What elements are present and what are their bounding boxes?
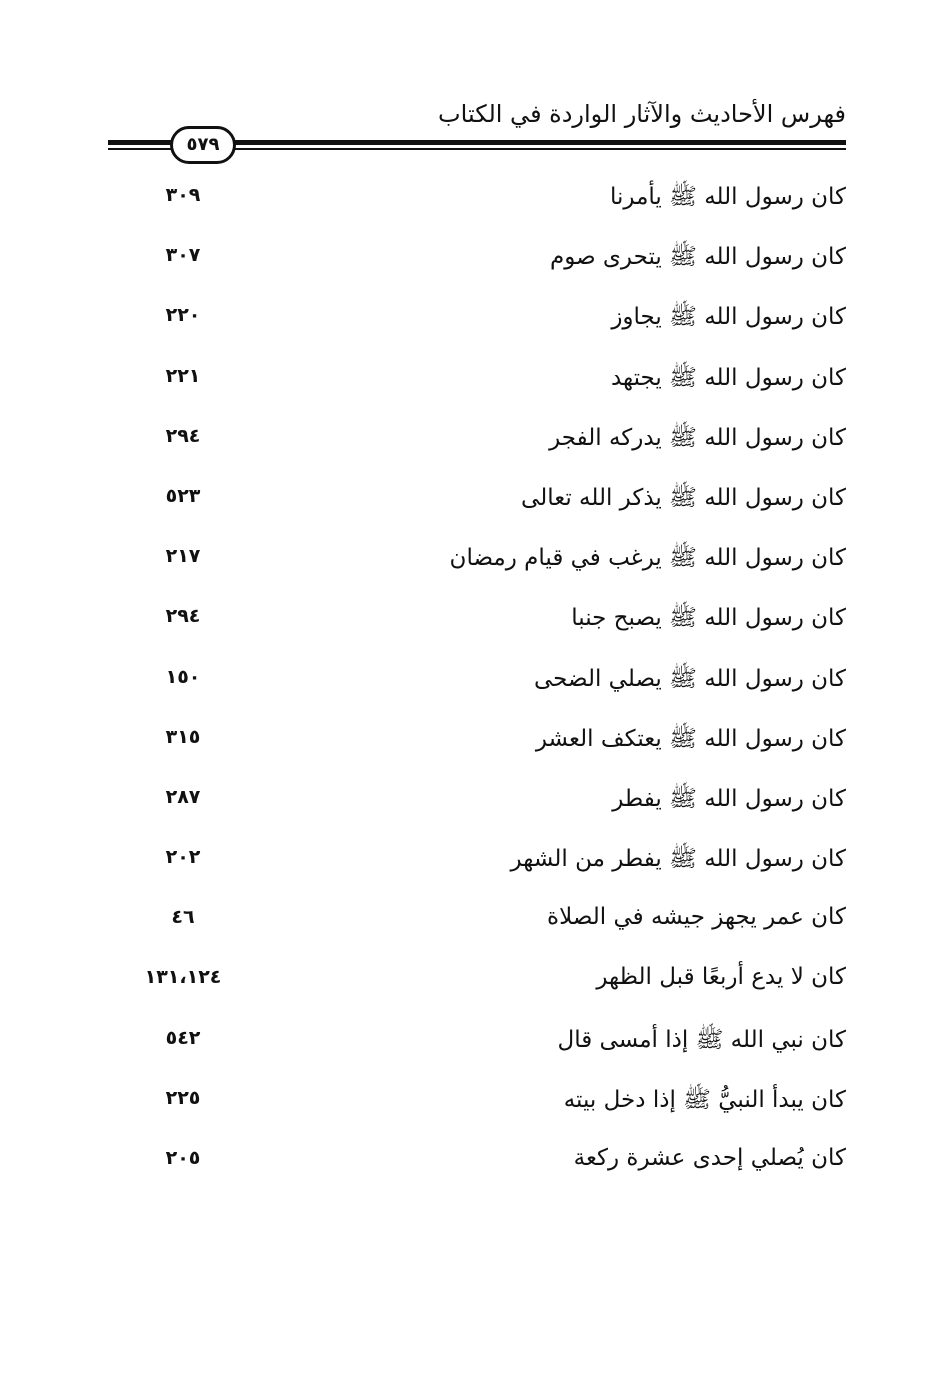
index-row xyxy=(130,1015,846,1075)
entry-pages: ٢٢٥ xyxy=(165,1086,201,1109)
entry-text: كان رسول الله ﷺ يفطر من الشهر xyxy=(510,846,846,873)
entry-pages: ٢٠٢ xyxy=(165,846,201,869)
index-row xyxy=(130,1075,846,1135)
entry-text: كان رسول الله ﷺ يأمرنا xyxy=(609,184,846,210)
index-row xyxy=(130,593,846,653)
index-row xyxy=(130,533,846,593)
entry-text: كان رسول الله ﷺ يدركه الفجر xyxy=(549,424,846,451)
entry-pages: ٢١٧ xyxy=(165,545,201,568)
index-row xyxy=(130,894,846,954)
entry-pages: ٢٢١ xyxy=(165,364,201,387)
entry-text: كان رسول الله ﷺ يرغب في قيام رمضان xyxy=(449,545,846,572)
entry-text: كان رسول الله ﷺ يتحرى صوم xyxy=(549,244,846,271)
index-row xyxy=(130,172,846,232)
index-row xyxy=(130,232,846,292)
entry-pages: ٢٢٠ xyxy=(165,304,201,327)
entry-pages: ٤٦ xyxy=(171,906,195,929)
index-list xyxy=(130,172,846,1195)
index-row xyxy=(130,714,846,774)
entry-text: كان يُصلي إحدى عشرة ركعة xyxy=(573,1145,846,1171)
index-row xyxy=(130,834,846,894)
entry-pages: ٢٩٤ xyxy=(165,424,201,447)
entry-text: كان يبدأ النبيُّ ﷺ إذا دخل بيته xyxy=(563,1086,846,1113)
entry-text: كان عمر يجهز جيشه في الصلاة xyxy=(547,904,846,931)
entry-text: كان رسول الله ﷺ يعتكف العشر xyxy=(535,725,846,752)
entry-text: كان رسول الله ﷺ يجتهد xyxy=(610,364,846,391)
entry-text: كان نبي الله ﷺ إذا أمسى قال xyxy=(557,1026,846,1053)
index-row xyxy=(130,292,846,352)
entry-pages: ٢٨٧ xyxy=(165,785,201,808)
entry-pages: ٣٠٩ xyxy=(165,184,201,206)
index-row xyxy=(130,413,846,473)
index-row xyxy=(130,774,846,834)
entry-text: كان رسول الله ﷺ يذكر الله تعالى xyxy=(521,484,846,511)
page-number: ٥٧٩ xyxy=(170,126,236,164)
entry-pages: ٥٤٢ xyxy=(165,1026,201,1049)
index-row xyxy=(130,654,846,714)
index-row xyxy=(130,1135,846,1195)
index-row xyxy=(130,473,846,533)
entry-text: كان رسول الله ﷺ يجاوز xyxy=(611,304,846,331)
entry-pages: ٢٠٥ xyxy=(165,1147,201,1169)
index-row xyxy=(130,353,846,413)
entry-text: كان رسول الله ﷺ يصبح جنبا xyxy=(571,605,846,632)
page-header xyxy=(108,98,846,158)
entry-pages: ٥٢٣ xyxy=(165,484,201,507)
running-header-title: فهرس الأحاديث والآثار الواردة في الكتاب xyxy=(438,100,846,128)
entry-pages: ١٣١،١٢٤ xyxy=(144,966,222,989)
index-row xyxy=(130,954,846,1014)
entry-pages: ٣٠٧ xyxy=(165,244,201,267)
entry-pages: ٢٩٤ xyxy=(165,605,201,628)
entry-pages: ١٥٠ xyxy=(165,665,201,688)
entry-text: كان رسول الله ﷺ يفطر xyxy=(612,785,846,812)
entry-text: كان رسول الله ﷺ يصلي الضحى xyxy=(534,665,846,692)
entry-pages: ٣١٥ xyxy=(165,725,201,748)
entry-text: كان لا يدع أربعًا قبل الظهر xyxy=(596,964,846,991)
